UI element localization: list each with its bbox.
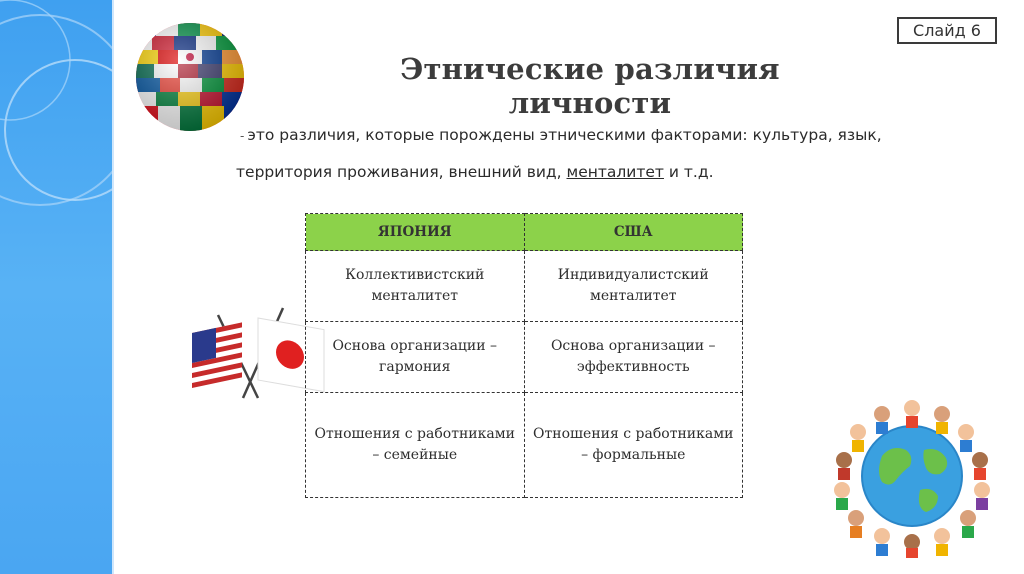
comparison-table <box>305 213 743 498</box>
japan-mentality: Коллективистский менталитет <box>306 251 525 322</box>
definition-underlined-term: менталитет <box>566 163 664 181</box>
table-row <box>306 251 743 322</box>
header-usa: США <box>524 214 743 251</box>
header-japan: ЯПОНИЯ <box>306 214 525 251</box>
table-row <box>306 322 743 393</box>
decorative-sidebar <box>0 0 112 574</box>
table-header-row <box>306 214 743 251</box>
slide-number-badge: Слайд 6 <box>897 17 997 44</box>
definition-part-2: территория проживания, внешний вид, <box>236 163 562 181</box>
japan-relations: Отношения с работниками – семейные <box>306 393 525 498</box>
table-row <box>306 393 743 498</box>
sidebar-divider <box>112 0 114 574</box>
sidebar-arcs <box>0 0 112 574</box>
flag-globe-icon <box>134 22 246 136</box>
earth-people-icon <box>824 390 1000 564</box>
usa-organization: Основа организации – эффективность <box>524 322 743 393</box>
slide-title: Этнические различия личности <box>400 52 780 120</box>
definition-text <box>236 117 976 190</box>
usa-mentality: Индивидуалистский менталитет <box>524 251 743 322</box>
definition-part-3: и т.д. <box>668 163 714 181</box>
definition-part-1: это различия, которые порождены этническими факторами: культура, язык, <box>247 126 882 144</box>
japan-organization: Основа организации – гармония <box>306 322 525 393</box>
definition-dash: - <box>240 129 245 143</box>
usa-relations: Отношения с работниками – формальные <box>524 393 743 498</box>
